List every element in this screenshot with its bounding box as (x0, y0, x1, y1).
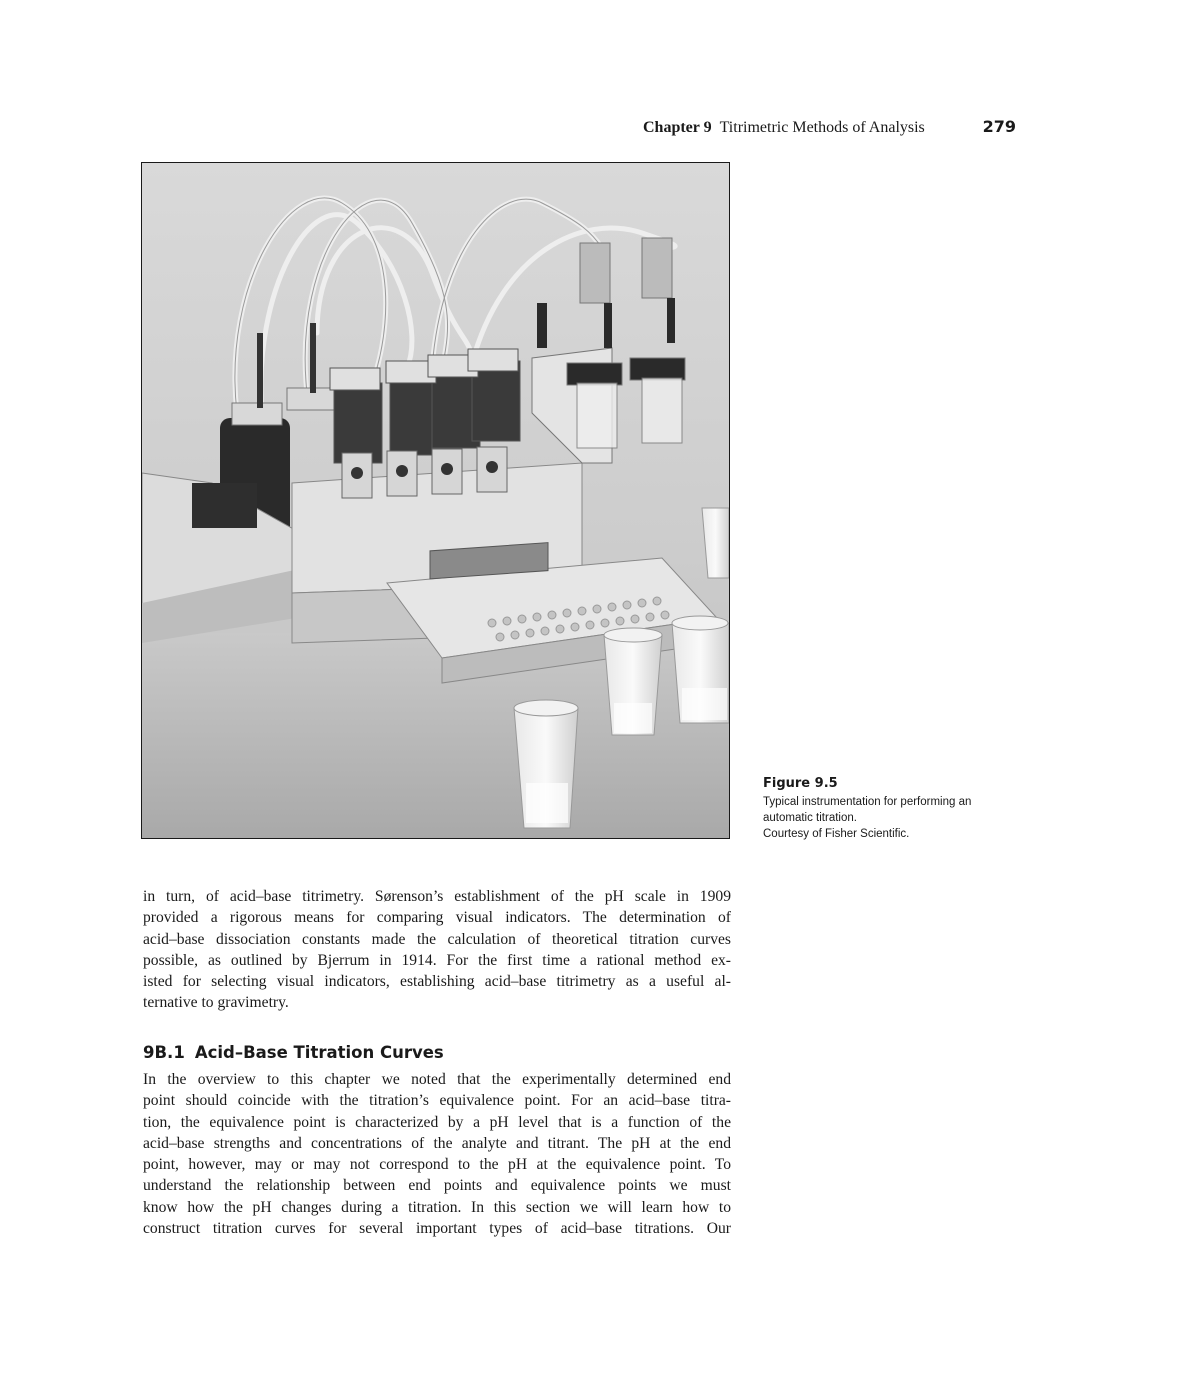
section-number: 9B.1 (143, 1043, 185, 1062)
titrator-photo-illustration (142, 163, 729, 838)
section-heading (143, 1043, 733, 1062)
chapter-title: Titrimetric Methods of Analysis (719, 119, 925, 136)
text-line: possible, as outlined by Bjerrum in 1914. For the first time a rational method ex- (143, 951, 731, 969)
text-line: acid–base strengths and concentrations of the analyte and titrant. The pH at the end (143, 1134, 731, 1152)
chapter-label: Chapter 9 (643, 119, 712, 136)
page-number: 279 (982, 117, 1016, 136)
body-paragraph-2 (143, 1069, 731, 1239)
running-head (600, 117, 1018, 141)
body-paragraph-1 (143, 886, 731, 1014)
figure-caption (763, 776, 1013, 842)
text-line: understand the relationship between end points and equivalence points we must (143, 1177, 731, 1195)
figure-photo (141, 162, 730, 839)
text-line: know how the pH changes during a titration. In this section we will learn how to (143, 1198, 731, 1216)
text-line: construct titration curves for several important types of acid–base titrations. Our (143, 1220, 731, 1238)
section-title: Acid–Base Titration Curves (194, 1043, 444, 1062)
caption-line: automatic titration. (763, 812, 857, 824)
caption-line: Typical instrumentation for performing an (763, 796, 972, 808)
text-line: isted for selecting visual indicators, establishing acid–base titrimetry as a useful al- (143, 973, 731, 991)
figure-credit: Courtesy of Fisher Scientific. (763, 828, 910, 840)
text-line: point, however, may or may not correspond to the pH at the equivalence point. To (143, 1156, 731, 1174)
figure-label: Figure 9.5 (763, 776, 838, 791)
text-line: acid–base dissociation constants made the calculation of theoretical titration curves (143, 930, 731, 948)
text-line: point should coincide with the titration’s equivalence point. For an acid–base titra- (143, 1092, 731, 1110)
text-line: in turn, of acid–base titrimetry. Sørenson’s establishment of the pH scale in 1909 (143, 888, 731, 905)
text-line: tion, the equivalence point is characterized by a pH level that is a function of the (143, 1113, 731, 1131)
text-line: ternative to gravimetry. (143, 994, 289, 1012)
text-line: provided a rigorous means for comparing visual indicators. The determination of (143, 909, 731, 927)
running-head-title (643, 119, 925, 137)
text-line: In the overview to this chapter we noted that the experimentally determined end (143, 1071, 731, 1088)
